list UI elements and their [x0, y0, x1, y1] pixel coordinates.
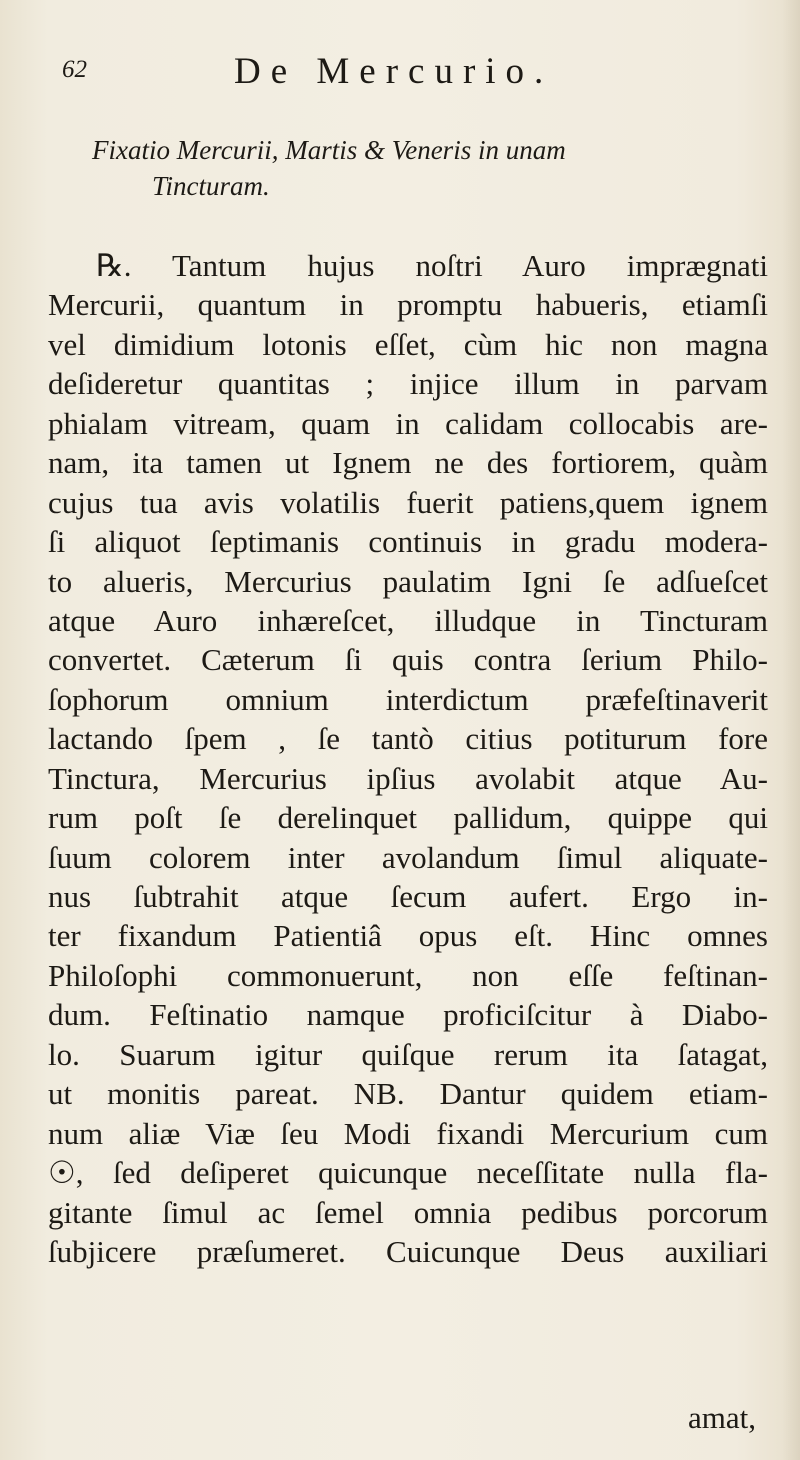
text-line: ſophorum omnium interdictum præfeſtinaverit: [48, 681, 768, 717]
text-line: ter fixandum Patientiâ opus eſt. Hinc omnes: [48, 918, 768, 954]
catchword: amat,: [688, 1400, 756, 1435]
text-line: num aliæ Viæ ſeu Modi fixandi Mercurium cum: [48, 1115, 768, 1151]
body-paragraph: [48, 246, 768, 1271]
text-line: ☉, ſed deſiperet quicunque neceſſitate nulla fla-: [48, 1155, 768, 1191]
text-line: ut monitis pareat. NB. Dantur quidem etiam-: [48, 1076, 768, 1112]
text-line: gitante ſimul ac ſemel omnia pedibus porcorum: [48, 1194, 768, 1230]
page-number: 62: [62, 56, 87, 83]
caption-line-1: Fixatio Mercurii, Martis & Veneris in unam: [92, 135, 566, 165]
text-line: ℞. Tantum hujus noſtri Auro imprægnati: [96, 248, 768, 283]
text-line: Mercurii, quantum in promptu habueris, etiamſi: [48, 287, 768, 323]
text-line: to alueris, Mercurius paulatim Igni ſe adſueſcet: [48, 563, 768, 599]
text-line: nus ſubtrahit atque ſecum aufert. Ergo in-: [48, 879, 768, 914]
text-line: atque Auro inhæreſcet, illudque in Tincturam: [48, 602, 768, 638]
text-line: rum poſt ſe derelinquet pallidum, quippe qui: [48, 800, 768, 836]
text-line: vel dimidium lotonis eſſet, cùm hic non magna: [48, 326, 768, 362]
text-line: Philoſophi commonuerunt, non eſſe feſtinan-: [48, 957, 768, 993]
text-line: phialam vitream, quam in calidam collocabis are-: [48, 405, 768, 441]
page-edge-shadow: [782, 0, 800, 1460]
caption-line-2: Tincturam.: [152, 171, 270, 201]
section-caption: [92, 132, 772, 204]
page-header: [62, 50, 682, 100]
text-line: convertet. Cæterum ſi quis contra ſerium Philo-: [48, 642, 768, 678]
text-line: dum. Feſtinatio namque proficiſcitur à Diabo-: [48, 997, 768, 1033]
text-line: ſi aliquot ſeptimanis continuis in gradu modera-: [48, 524, 768, 560]
running-title: De Mercurio.: [234, 51, 554, 92]
text-line: nam, ita tamen ut Ignem ne des fortiorem, quàm: [48, 445, 768, 481]
text-line: cujus tua avis volatilis fuerit patiens,quem ignem: [48, 484, 768, 520]
text-line: lo. Suarum igitur quiſque rerum ita ſatagat,: [48, 1036, 768, 1072]
text-line: ſuum colorem inter avolandum ſimul aliquate-: [48, 839, 768, 875]
text-line: ſubjicere præſumeret. Cuicunque Deus auxiliari: [48, 1233, 768, 1269]
text-line: lactando ſpem , ſe tantò citius potiturum fore: [48, 721, 768, 757]
text-line: Tinctura, Mercurius ipſius avolabit atque Au-: [48, 760, 768, 796]
text-line: deſideretur quantitas ; injice illum in parvam: [48, 366, 768, 402]
